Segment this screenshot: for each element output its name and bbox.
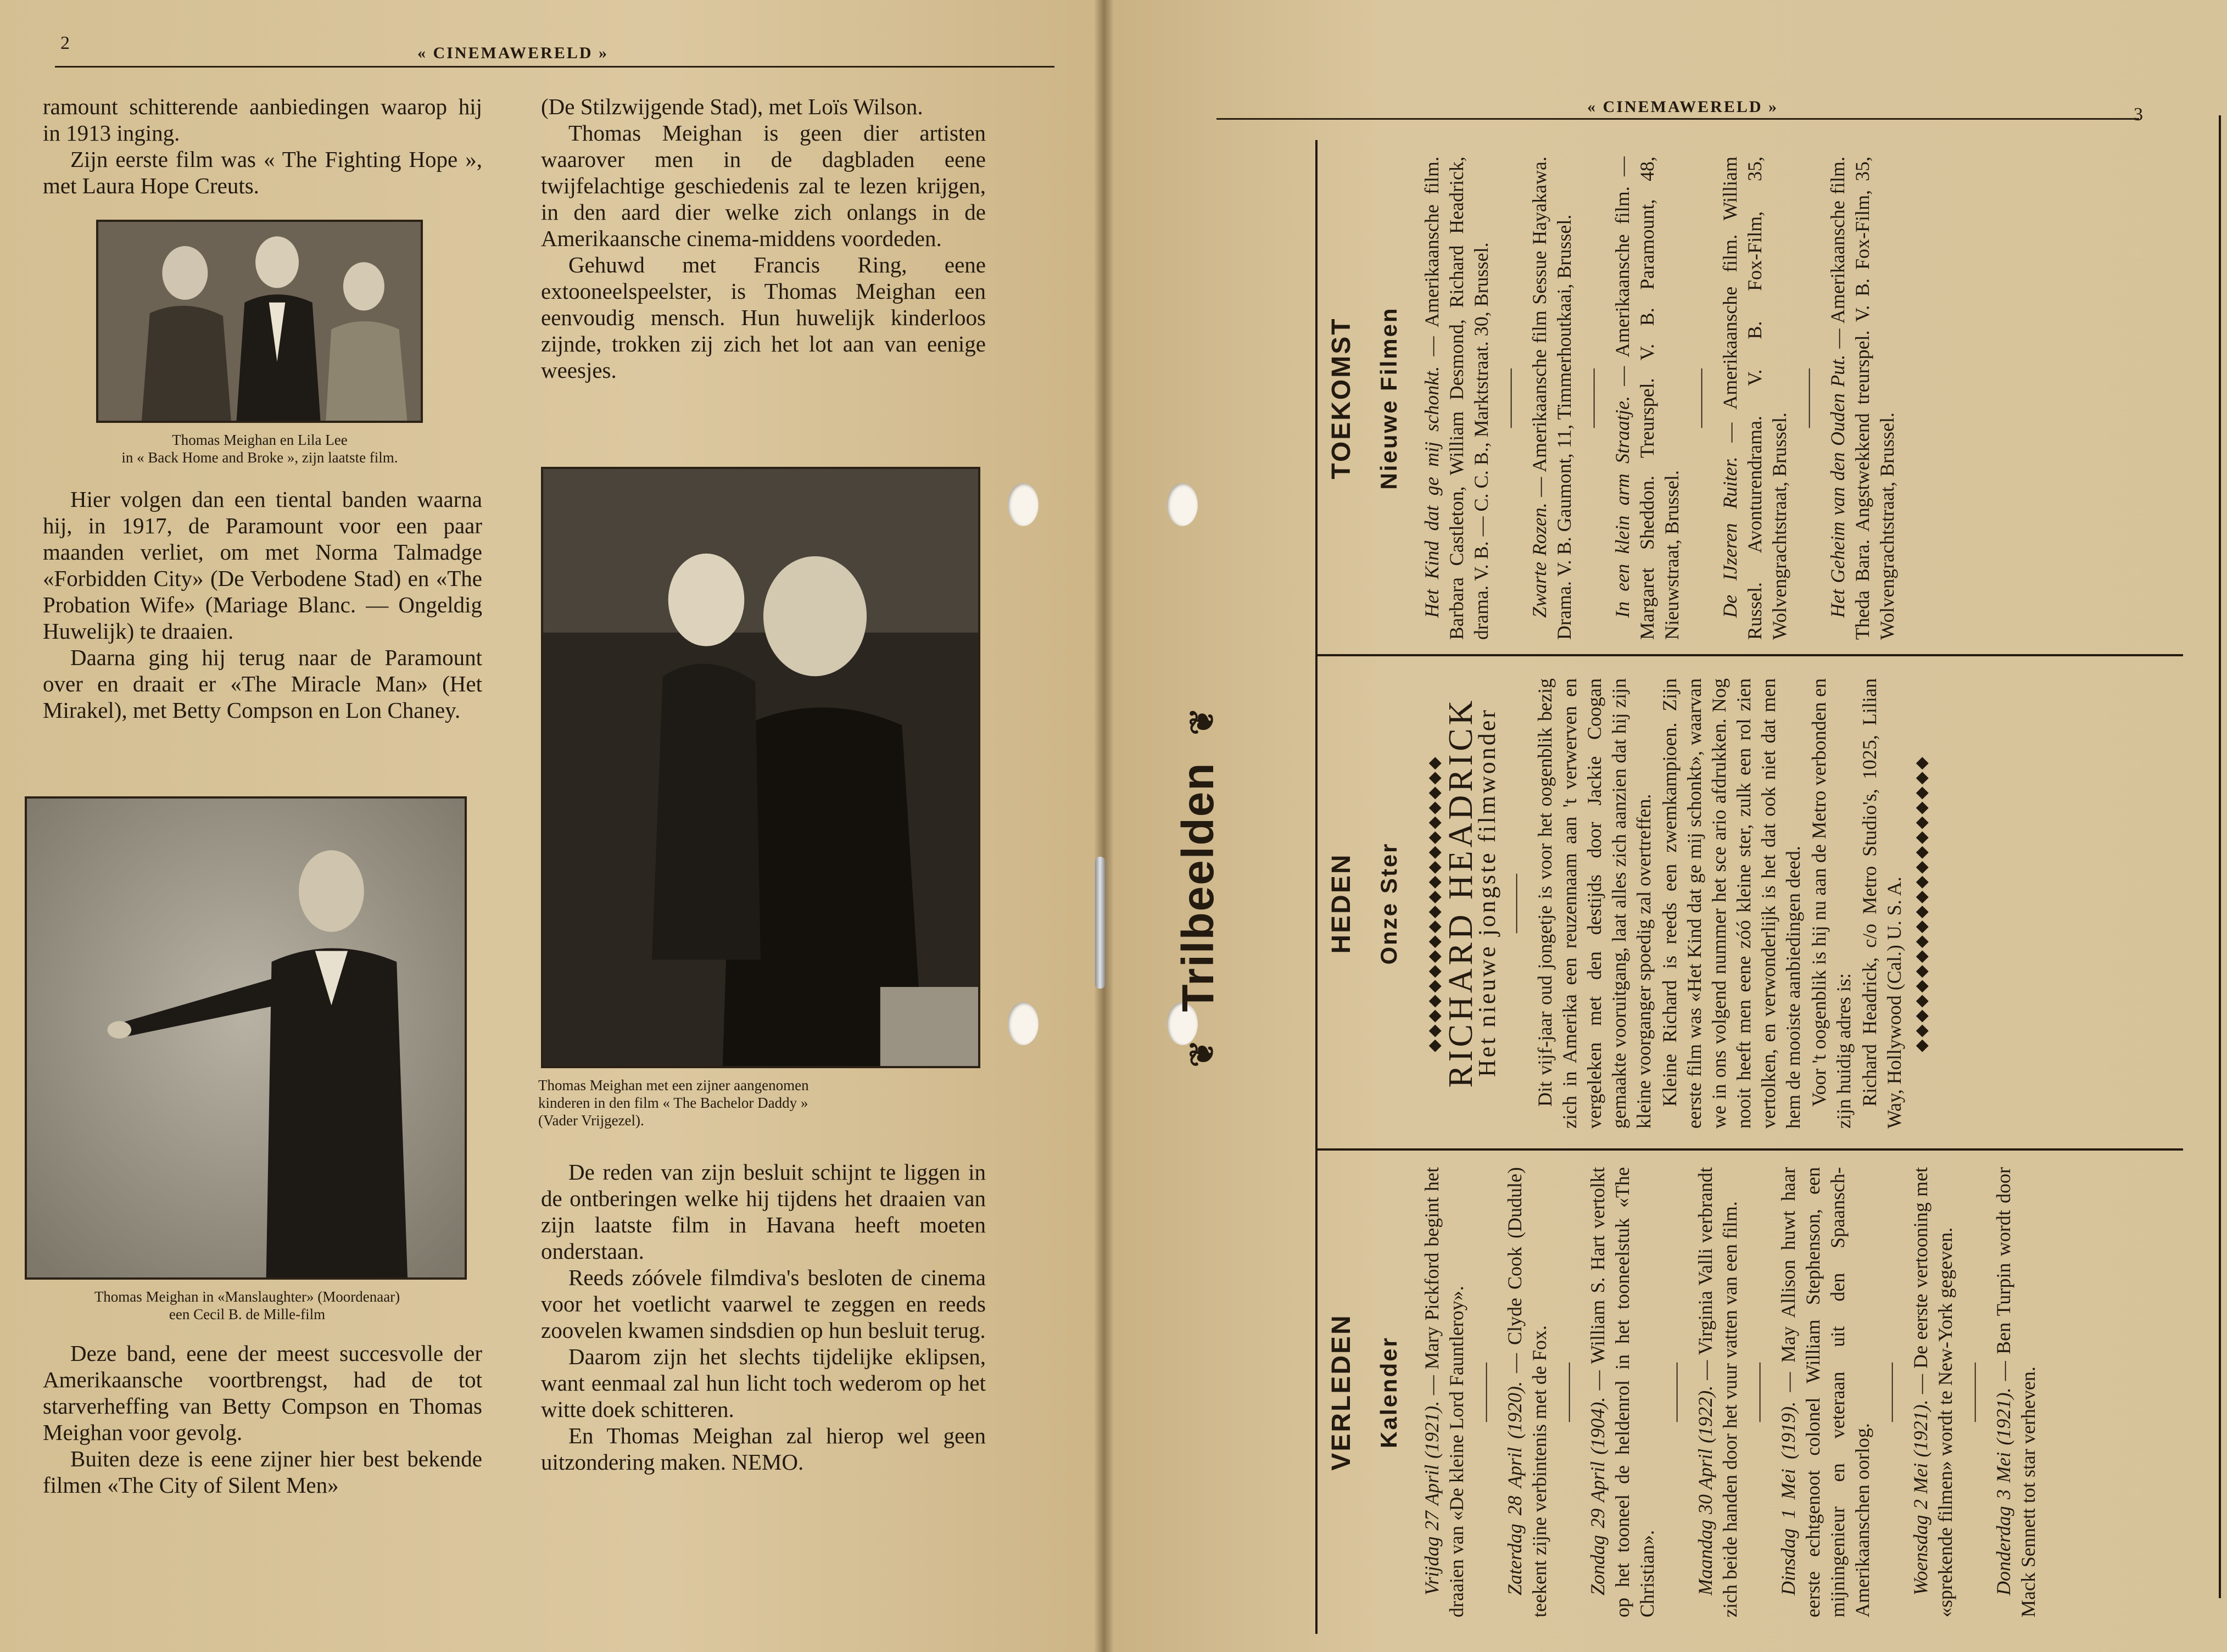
left-column-1-top [43,93,482,199]
photo1-caption [43,431,477,466]
photo-manslaughter [25,796,467,1280]
paragraph: Voor 't oogenblik is hij nu aan de Metro verbonden en zijn huidig adres is: [1808,678,1855,1129]
star-subtitle: Het nieuwe jongste filmwonder [1473,708,1500,1077]
entry-text: — Amerikaansche film. William Russel. Avonturendrama. V. B. Fox-Film, 35, Wolvengrachtstraat, Brussel. [1719,156,1790,640]
entry-label: In een klein arm Straatje. [1611,396,1633,618]
left-column-2-bottom [541,1159,986,1475]
entry-text: — Clyde Cook (Dudule) teekent zijne verbintenis met de Fox. [1504,1167,1550,1617]
header-rule-left [55,66,1054,68]
paragraph: En Thomas Meighan zal hierop wel geen uitzondering maken. NEMO. [541,1423,986,1475]
entry-text: — Amerikaansche film. Barbara Castleton, William Desmond, Richard Headrick, drama. V. B. — C. C. B., Marktstraat. 30, Brussel. [1421,157,1492,640]
separator-dash: ——— [1962,1363,1984,1422]
entry-label: Donderdag 3 Mei (1921). [1992,1387,2014,1595]
separator-dash: ——— [1879,1363,1901,1422]
right-page-border [2219,115,2221,1598]
separator-dash: ——— [1473,1363,1495,1422]
paragraph: Richard Headrick, c/o Metro Studio's, 1025, Lilian Way, Hollywood (Cal.) U. S. A. [1858,678,1905,1129]
entry-text: — De eerste vertooning met «sprekende filmen» wordt te New-York gegeven. [1910,1167,1956,1617]
paragraph: ramount schitterende aanbiedingen waarop hij in 1913 inging. [43,94,482,146]
separator-dash: ——— [1796,369,1818,428]
entry-text: — May Allison huwt haar eerste echtgenoot colonel William Stephenson, een mijningenieur en veteraan uit den Spaansch-Amerikaanschen oorlog. [1777,1167,1873,1617]
separator-dash: ——— [1504,874,1526,933]
list-item [1586,1167,1660,1617]
list-item [1991,1167,2041,1617]
list-item [1908,1167,1958,1617]
list-item [1610,157,1684,640]
nieuwe-filmen-list [1420,157,1901,640]
spine-shadow [1094,0,1114,1652]
entry-label: Vrijdag 27 April (1921). [1421,1400,1443,1595]
entry-label: Woensdag 2 Mei (1921). [1910,1399,1932,1595]
paragraph: Deze band, eene der meest succesvolle der Amerikaansche voortbrengst, had de tot starverheffing van Betty Compson en Thomas Meighan voor gevolg. [43,1341,482,1445]
dot-ornament-row: ◆◆◆◆◆◆◆◆◆◆◆◆◆◆◆◆◆◆◆◆ [1912,755,1930,1052]
list-item [1527,157,1577,640]
column-divider-1 [1315,1148,2183,1151]
star-paragraphs [1533,678,1907,1129]
photo3-caption [538,1076,983,1129]
kalender-list [1420,1167,2042,1617]
photo-bachelor-daddy [541,467,980,1068]
column-divider-2 [1315,654,2183,656]
star-name: RICHARD HEADRICK [1442,697,1480,1088]
entry-label: Het Geheim van den Ouden Put. [1827,354,1849,618]
list-item [1420,157,1494,640]
separator-dash: ——— [1747,1363,1769,1422]
header-rule-right [1216,118,2139,120]
photo2-caption-line1: Thomas Meighan in «Manslaughter» (Moordenaar) [94,1288,400,1305]
paragraph: Daarom zijn het slechts tijdelijke eklipsen, want eenmaal zal hun licht toch wederom op het witte doek schitteren. [541,1344,986,1422]
left-column-1-middle [43,486,482,723]
photo2-caption-line2: een Cecil B. de Mille-film [169,1306,326,1322]
paragraph: Buiten deze is eene zijner hier best bekende filmen «The City of Silent Men» [43,1446,482,1498]
paragraph: (De Stilzwijgende Stad), met Loïs Wilson. [541,94,923,119]
list-item [1826,157,1900,640]
entry-label: Zwarte Rozen. [1528,503,1550,618]
page-number-right: 3 [2134,104,2143,125]
paragraph: Daarna ging hij terug naar de Paramount over en draait er «The Miracle Man» (Het Mirakel), met Betty Compson en Lon Chaney. [43,645,482,723]
punch-hole-left-bottom [1008,1002,1039,1045]
entry-text: — Amerikaansche film. — Margaret Sheddon. Treurspel. V. B. Paramount, 48, Nieuwstraat, Brussel. [1611,157,1683,640]
entry-text: — Amerikaansche film Sessue Hayakawa. Drama. V. B. Gaumont, 11, Timmerhoutkaai, Brussel. [1528,157,1575,640]
list-item [1693,1167,1743,1617]
punch-hole-left-top [1008,483,1039,526]
ornament-icon: ❦ [1184,1039,1220,1068]
entry-label: Het Kind dat ge mij schonkt. [1421,366,1443,618]
left-column-2-top [541,93,986,383]
separator-dash: ——— [1581,369,1603,428]
dot-ornament-row: ◆◆◆◆◆◆◆◆◆◆◆◆◆◆◆◆◆◆◆◆ [1425,755,1443,1052]
page-number-left: 2 [60,33,70,53]
verleden-heading: VERLEDEN [1327,1314,1356,1471]
running-head-right: « CINEMAWERELD » [1587,98,1779,116]
paragraph: Kleine Richard is reeds een zwemkampioen. Zijn eerste film was «Het Kind dat ge mij schonkt», waarvan we in ons volgend nummer het sce ario afdrukken. Nog nooit heeft men eene zóó kleine ster, zulk een rol zien vertolken, en verwonderlijk is het dat ook niet dat men hem de mooiste aanbiedingen deed. [1659,678,1804,1129]
paragraph: Dit vijf-jaar oud jongetje is voor het oogenblik bezig zich in Amerika een reuzennaam aan 't verwerven en vergeleken met den destijds door Jackie Coogan gemaakte vooruitgang, laat alles zich aanzien dat hij zijn kleine voorganger spoedig zal overtreffen. [1534,678,1655,1129]
photo3-caption-line3: (Vader Vrijgezel). [538,1112,644,1129]
paragraph: De reden van zijn besluit schijnt te liggen in de ontberingen welke hij tijdens het draaien van zijn laatste film in Havana heeft moeten onderstaan. [541,1159,986,1264]
paragraph: Reeds zóóvele filmdiva's besloten de cinema voor het voetlicht vaarwel te zeggen en reeds zoovelen kwamen sindsdien op hun besluit terug. [541,1265,986,1343]
heden-heading: HEDEN [1327,853,1356,954]
trilbeelden-section [1151,140,2183,1634]
entry-text: — Ben Turpin wordt door Mack Sennett tot star verheven. [1992,1167,2039,1617]
entry-label: Zaterdag 28 April (1920). [1504,1381,1526,1595]
entry-text: — Mary Pickford begint het draaien van «De kleine Lord Fauntleroy». [1421,1167,1467,1617]
left-column-1-bottom [43,1340,482,1498]
photo1-caption-line2: in « Back Home and Broke », zijn laatste film. [121,449,398,466]
staple [1095,857,1105,989]
toekomst-heading: TOEKOMST [1327,317,1356,479]
photo3-caption-line1: Thomas Meighan met een zijner aangenomen [538,1077,809,1093]
paragraph: Hier volgen dan een tiental banden waarna hij, in 1917, de Paramount voor een paar maanden verliet, om met Norma Talmadge «Forbidden City» (De Verbodene Stad) en «The Probation Wife» (Mariage Blanc. — Ongeldig Huwelijk) te draaien. [43,487,482,644]
ornament-icon: ❦ [1184,706,1220,735]
paragraph: Gehuwd met Francis Ring, eene extooneelspeelster, is Thomas Meighan een eenvoudig mensch. Hun huwelijk kinderloos zijnde, trokken zij zich het lot aan van eenige weesjes. [541,252,986,383]
onze-ster-block [1420,678,1936,1129]
entry-label: De IJzeren Ruiter. [1719,456,1741,618]
entry-text: — Virginia Valli verbrandt zich beide handen door het vuur vatten van een film. [1694,1167,1741,1617]
separator-dash: ——— [1498,369,1520,428]
list-item [1503,1167,1552,1617]
separator-dash: ——— [1689,369,1711,428]
section-top-rule [1315,140,1318,1634]
separator-dash: ——— [1556,1363,1578,1422]
right-page [1104,0,2227,1652]
heden-subheading: Onze Ster [1376,842,1402,965]
verleden-subheading: Kalender [1376,1336,1402,1448]
photo3-caption-line2: kinderen in den film « The Bachelor Daddy » [538,1095,808,1111]
paragraph: Thomas Meighan is geen dier artisten waarover men in de dagbladen eene twijfelachtige geschiedenis zal te lezen krijgen, in den aard dier welke zich onlangs in de Amerikaansche cinema-middens voordeden. [541,120,986,251]
list-item [1776,1167,1875,1617]
toekomst-subheading: Nieuwe Filmen [1376,306,1402,490]
photo2-caption [22,1288,472,1323]
entry-text: — William S. Hart vertolkt op het tooneel de heldenrol in het tooneelstuk «The Christian». [1587,1167,1658,1617]
list-item [1718,157,1792,640]
separator-dash: ——— [1664,1363,1686,1422]
trilbeelden-title [1173,140,1224,1634]
entry-text: — Amerikaansche film. Theda Bara. Angstwekkend treurspel. V. B. Fox-Film, 35, Wolvengrachtstraat, Brussel. [1827,156,1898,640]
entry-label: Dinsdag 1 Mei (1919). [1777,1401,1799,1595]
photo1-caption-line1: Thomas Meighan en Lila Lee [172,432,348,448]
left-page [0,0,1104,1652]
entry-label: Maandag 30 April (1922). [1694,1385,1716,1595]
photo-meighan-lila-lee [96,220,423,423]
list-item [1420,1167,1469,1617]
trilbeelden-title-text: Trilbeelden [1173,762,1223,1012]
running-head-left: « CINEMAWERELD » [417,44,609,62]
paragraph: Zijn eerste film was « The Fighting Hope », met Laura Hope Creuts. [43,147,482,198]
entry-label: Zondag 29 April (1904). [1587,1397,1609,1595]
